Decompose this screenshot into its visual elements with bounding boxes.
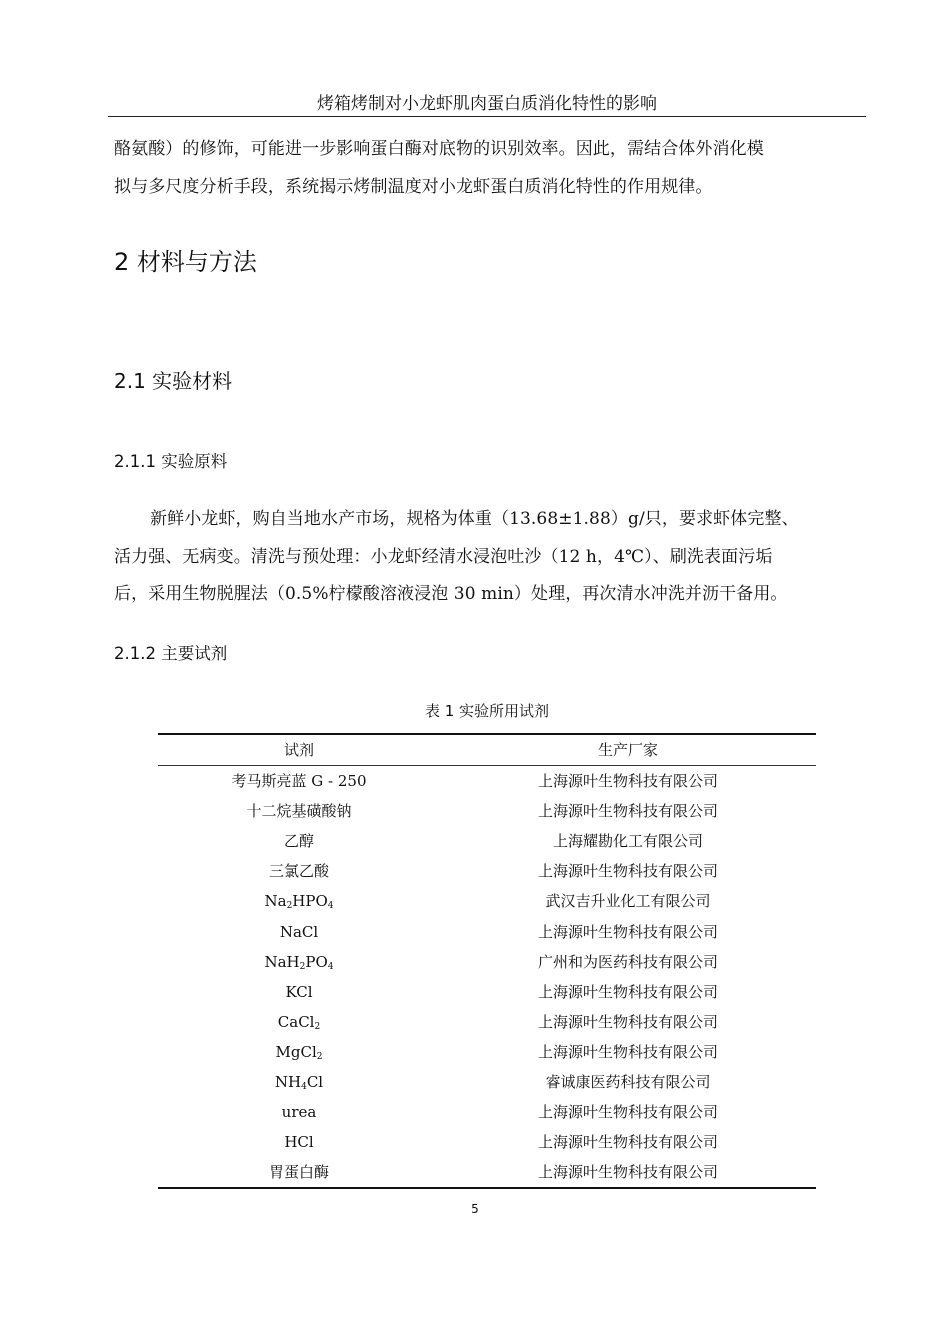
table-row	[158, 856, 816, 886]
reagent-cell: urea	[281, 1103, 317, 1122]
intro-line-2: 拟与多尺度分析手段，系统揭示烤制温度对小龙虾蛋白质消化特性的作用规律。	[114, 176, 713, 197]
materials-line-1: 新鲜小龙虾，购自当地水产市场，规格为体重（13.68±1.88）g/只，要求虾体完整、	[150, 509, 799, 529]
maker-cell: 广州和为医药科技有限公司	[537, 952, 718, 971]
formula-part: Cl	[306, 1072, 324, 1091]
table-row	[158, 826, 816, 856]
maker-cell: 睿诚康医药科技有限公司	[545, 1072, 711, 1091]
reagent-cell: 考马斯亮蓝 G - 250	[231, 772, 367, 791]
table-header-row	[158, 734, 816, 766]
reagent-cell	[158, 1007, 440, 1037]
reagents-table	[158, 733, 816, 1189]
table-row	[158, 1097, 816, 1127]
formula-part: PO	[305, 952, 328, 971]
table-row	[158, 1007, 816, 1037]
maker-cell: 上海源叶生物科技有限公司	[537, 1103, 718, 1122]
table-row	[158, 1067, 816, 1097]
reagent-cell	[158, 1037, 440, 1067]
reagent-cell: 胃蛋白酶	[268, 1163, 329, 1182]
maker-cell: 上海源叶生物科技有限公司	[537, 982, 718, 1001]
column-header-reagent: 试剂	[283, 741, 314, 759]
subsubsection-heading-2-1-2: 2.1.2 主要试剂	[114, 644, 228, 663]
running-header: 烤箱烤制对小龙虾肌肉蛋白质消化特性的影响	[317, 94, 657, 114]
maker-cell: 上海源叶生物科技有限公司	[537, 1012, 718, 1031]
reagent-cell	[158, 1067, 440, 1097]
intro-line-1: 酪氨酸）的修饰，可能进一步影响蛋白酶对底物的识别效率。因此，需结合体外消化模	[114, 139, 764, 159]
reagent-cell: 三氯乙酸	[268, 862, 329, 881]
table-row	[158, 1157, 816, 1188]
formula-subscript: 4	[301, 1081, 307, 1092]
formula-subscript: 2	[286, 901, 293, 912]
reagent-cell	[158, 947, 440, 977]
formula-part: NH	[274, 1072, 302, 1091]
reagent-cell	[158, 886, 440, 916]
maker-cell: 上海源叶生物科技有限公司	[537, 1133, 718, 1152]
reagent-cell: HCl	[284, 1133, 314, 1152]
table-row	[158, 1127, 816, 1157]
column-header-maker: 生产厂家	[597, 741, 658, 759]
formula-subscript: 4	[327, 961, 334, 972]
table-row	[158, 796, 816, 826]
formula-part: CaCl	[277, 1012, 315, 1031]
maker-cell: 上海源叶生物科技有限公司	[537, 862, 718, 881]
formula-part: Na	[264, 892, 287, 911]
reagent-cell: NaCl	[279, 922, 319, 941]
materials-paragraph	[114, 501, 864, 614]
formula-subscript: 2	[314, 1021, 321, 1032]
formula-subscript: 2	[316, 1051, 323, 1062]
table-caption: 表 1 实验所用试剂	[424, 702, 550, 720]
table-row	[158, 886, 816, 916]
materials-line-2: 活力强、无病变。清洗与预处理：小龙虾经清水浸泡吐沙（12 h，4℃）、刷洗表面污垢	[114, 546, 773, 567]
table-row	[158, 947, 816, 977]
subsubsection-heading-2-1-1: 2.1.1 实验原料	[114, 452, 228, 471]
maker-cell: 上海耀勘化工有限公司	[552, 832, 703, 851]
maker-cell: 上海源叶生物科技有限公司	[537, 772, 718, 791]
intro-paragraph	[114, 131, 864, 206]
reagent-cell: KCl	[285, 982, 313, 1001]
table-row	[158, 1037, 816, 1067]
subsection-heading-2-1: 2.1 实验材料	[114, 369, 233, 393]
formula-part: NaH	[264, 952, 300, 971]
maker-cell: 上海源叶生物科技有限公司	[537, 922, 718, 941]
table-row	[158, 977, 816, 1007]
maker-cell: 上海源叶生物科技有限公司	[537, 1042, 718, 1061]
maker-cell: 上海源叶生物科技有限公司	[537, 802, 718, 821]
formula-subscript: 2	[299, 961, 306, 972]
formula-part: MgCl	[275, 1042, 317, 1061]
formula-subscript: 4	[327, 901, 334, 912]
table-row	[158, 916, 816, 946]
section-heading-2: 2 材料与方法	[114, 248, 257, 276]
formula-part: HPO	[292, 892, 328, 911]
table-header	[158, 734, 816, 766]
reagent-cell: 十二烷基磺酸钠	[246, 802, 352, 821]
table-body	[158, 766, 816, 1189]
maker-cell: 武汉吉升业化工有限公司	[545, 892, 711, 911]
materials-line-3: 后，采用生物脱腥法（0.5%柠檬酸溶液浸泡 30 min）处理，再次清水冲洗并沥干备用。	[114, 584, 788, 604]
header-rule	[108, 116, 866, 117]
page-number: 5	[471, 1202, 479, 1216]
maker-cell: 上海源叶生物科技有限公司	[537, 1163, 718, 1182]
table-row	[158, 766, 816, 797]
reagent-cell: 乙醇	[283, 832, 314, 851]
